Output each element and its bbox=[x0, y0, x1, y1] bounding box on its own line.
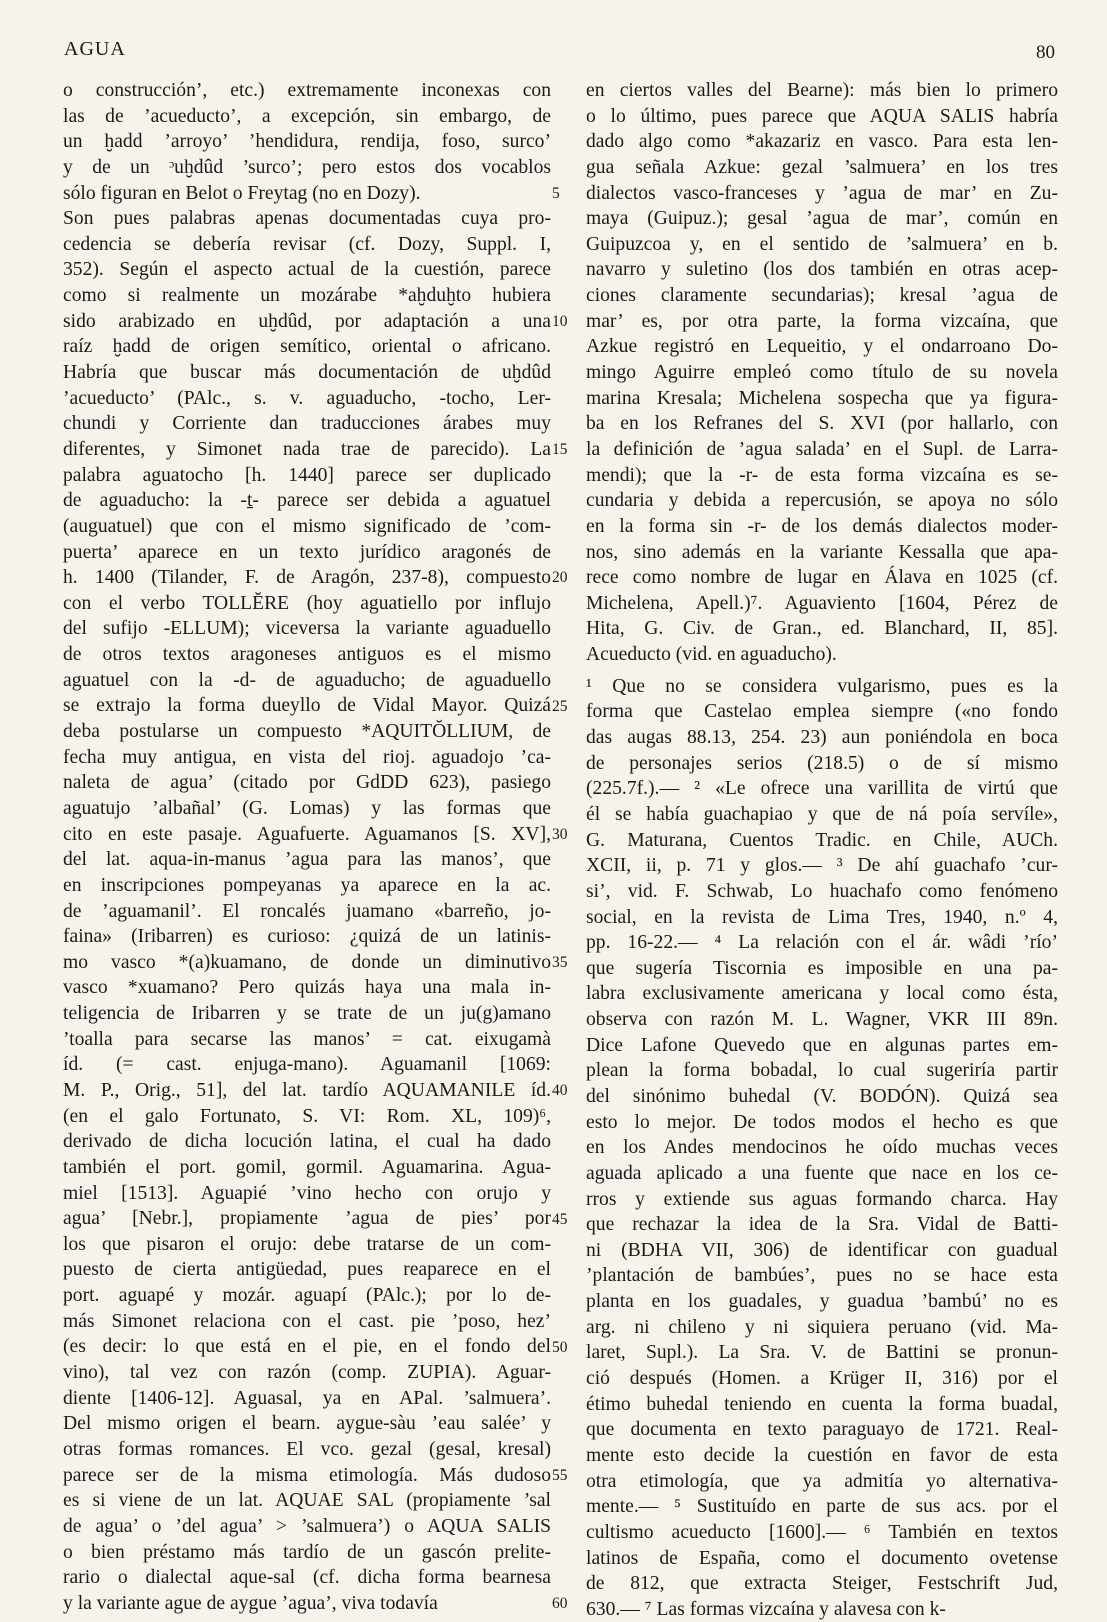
text-line: de agua’ o ’del agua’ > ’salmuera’) o AQUA SALIS bbox=[63, 1515, 551, 1537]
line-number: 5 bbox=[552, 184, 560, 202]
text-line: diente [1406-12]. Aguasal, ya en APal. ’salmuera’. bbox=[63, 1387, 551, 1409]
text-line: en inscripciones pompeyanas ya aparece en la ac. bbox=[63, 874, 551, 896]
line-number: 45 bbox=[552, 1210, 568, 1228]
text-line: (auguatuel) que con el mismo significado de ’com- bbox=[63, 515, 551, 537]
text-line: rario o dialectal aque-sal (cf. dicha forma bearnesa bbox=[63, 1567, 551, 1589]
text-line: de otros textos aragoneses antiguos es el mismo bbox=[63, 644, 551, 666]
text-line: rece como nombre de lugar en Álava en 1025 (cf. bbox=[586, 567, 1058, 589]
text-line: puesto de cierta antigüedad, pues reaparece en el bbox=[63, 1259, 551, 1281]
footnote-line: planta en los guadales, y guadua ’bambú’ no es bbox=[586, 1291, 1058, 1313]
text-line: parece ser de la misma etimología. Más dudoso bbox=[63, 1464, 551, 1486]
text-line: teligencia de Iribarren y se trate de un ju(g)amano bbox=[63, 1003, 551, 1025]
text-line: diferentes, y Simonet nada trae de parecido). La bbox=[63, 438, 551, 460]
footnote-line: G. Maturana, Cuentos Tradic. en Chile, AUCh. bbox=[586, 829, 1058, 851]
footnote-line: que documenta en texto paraguayo de 1721. Real- bbox=[586, 1419, 1058, 1441]
line-number: 25 bbox=[552, 697, 568, 715]
text-line: ciones claramente secundarias); kresal ’agua de bbox=[586, 285, 1058, 307]
footnote-line: cultismo acueducto [1600].— ⁶ También en textos bbox=[586, 1521, 1058, 1543]
footnote-line: plean la forma bobadal, lo cual sugeriría partir bbox=[586, 1060, 1058, 1082]
text-line: raíz ḫadd de origen semítico, oriental o africano. bbox=[63, 336, 551, 358]
footnote-line: laret, Supl.). La Sra. V. de Battini se pronun- bbox=[586, 1342, 1058, 1364]
text-line: ’acueducto’ (PAlc., s. v. aguaducho, -tocho, Ler- bbox=[63, 387, 551, 409]
footnote-line: aguada aplicado a una fuente que nace en los ce- bbox=[586, 1162, 1058, 1184]
footnote-line: él se había guachapiao y que de ná poía servíle», bbox=[586, 803, 1058, 825]
footnote-line: social, en la revista de Lima Tres, 1940, n.º 4, bbox=[586, 906, 1058, 928]
footnote-line: 630.— ⁷ Las formas vizcaína y alavesa con k- bbox=[586, 1598, 946, 1620]
text-line: sido arabizado en uḫdûd, por adaptación a una bbox=[63, 310, 551, 332]
right-column bbox=[586, 78, 1058, 1622]
text-line: o bien préstamo más tardío de un gascón prelite- bbox=[63, 1541, 551, 1563]
footnote-line: étimo buhedal teniendo en cuenta la forma buadal, bbox=[586, 1393, 1058, 1415]
text-line: del lat. aqua-in-manus ’agua para las manos’, que bbox=[63, 849, 551, 871]
line-number: 30 bbox=[552, 825, 568, 843]
text-line: faina» (Iribarren) es curioso: ¿quizá de un latinis- bbox=[63, 926, 551, 948]
text-line: gua señala Azkue: gezal ’salmuera’ en los tres bbox=[586, 156, 1058, 178]
line-number: 60 bbox=[552, 1595, 568, 1613]
footnote-line: (225.7f.).— ² «Le ofrece una varillita de virtú que bbox=[586, 778, 1058, 800]
text-line: más Simonet relaciona con el cast. pie ’poso, hez’ bbox=[63, 1310, 551, 1332]
text-line: como si realmente un mozárabe *aḫduḫto hubiera bbox=[63, 285, 551, 307]
text-line: aguatuel con la -d- de aguaducho; de aguaduello bbox=[63, 669, 551, 691]
text-line: también el port. gomil, gormil. Aguamarina. Agua- bbox=[63, 1156, 551, 1178]
line-number: 15 bbox=[552, 441, 568, 459]
text-line: naleta de agua’ (citado por GdDD 623), pasiego bbox=[63, 772, 551, 794]
text-line: en la forma sin -r- de los demás dialectos moder- bbox=[586, 515, 1058, 537]
text-line: dado algo como *akazariz en vasco. Para esta len- bbox=[586, 131, 1058, 153]
text-line: un ḫadd ’arroyo’ ’hendidura, rendija, foso, surco’ bbox=[63, 131, 551, 153]
line-number: 40 bbox=[552, 1082, 568, 1100]
text-line: Guipuzcoa y, en el sentido de ’salmuera’ en b. bbox=[586, 233, 1058, 255]
text-line: del sufijo -ELLUM); viceversa la variante aguaduello bbox=[63, 618, 551, 640]
footnote-line: observa con razón M. L. Wagner, VKR III 89n. bbox=[586, 1009, 1058, 1031]
line-number: 55 bbox=[552, 1467, 568, 1485]
text-line: deba postularse un compuesto *AQUITŎLLIUM, de bbox=[63, 721, 551, 743]
text-line: mo vasco *(a)kuamano, de donde un diminutivo bbox=[63, 951, 551, 973]
text-line: dialectos vasco-franceses y ’agua de mar’ en Zu- bbox=[586, 182, 1058, 204]
text-line: 352). Según el aspecto actual de la cuestión, parece bbox=[63, 259, 551, 281]
text-line: navarro y suletino (los dos también en otras acep- bbox=[586, 259, 1058, 281]
page-number: 80 bbox=[1036, 42, 1055, 63]
footnote-line: otra etimología, que ya admitía yo alternativa- bbox=[586, 1470, 1058, 1492]
text-line: se extrajo la forma dueyllo de Vidal Mayor. Quizá bbox=[63, 695, 551, 717]
text-line: miel [1513]. Aguapié ’vino hecho con orujo y bbox=[63, 1182, 551, 1204]
text-line: sólo figuran en Belot o Freytag (no en Dozy). bbox=[63, 182, 421, 204]
text-line: marina Kresala; Michelena sospecha que ya figura- bbox=[586, 387, 1058, 409]
footnote-line: del sinónimo buhedal (V. BODÓN). Quizá sea bbox=[586, 1085, 1058, 1107]
footnote-line: pp. 16-22.— ⁴ La relación con el ár. wâdi ’río’ bbox=[586, 932, 1058, 954]
text-line: (en el galo Fortunato, S. VI: Rom. XL, 109)⁶, bbox=[63, 1105, 551, 1127]
footnote-line: forma que Castelao emplea siempre («no fondo bbox=[586, 701, 1058, 723]
footnote-line: de 812, que extracta Steiger, Festschrift Jud, bbox=[586, 1573, 1058, 1595]
text-line: y la variante ague de aygue ’agua’, viva todavía bbox=[63, 1592, 438, 1614]
footnote-line: labra exclusivamente americana y local como ésta, bbox=[586, 983, 1058, 1005]
line-number: 10 bbox=[552, 312, 568, 330]
text-line: en ciertos valles del Bearne): más bien lo primero bbox=[586, 80, 1058, 101]
text-line: Del mismo origen el bearn. aygue-sàu ’eau salée’ y bbox=[63, 1413, 551, 1435]
text-line: mendi); que la -r- de esta forma vizcaína es se- bbox=[586, 464, 1058, 486]
footnote-line: ció después (Homen. a Krüger II, 316) por el bbox=[586, 1368, 1058, 1390]
text-line: M. P., Orig., 51], del lat. tardío AQUAMANILE íd. bbox=[63, 1079, 551, 1101]
footnote-line: de personajes serios (218.5) o de sí mismo bbox=[586, 752, 1058, 774]
text-line: ’toalla para secarse las manos’ = cat. eixugamà bbox=[63, 1028, 551, 1050]
footnote-line: ni (BDHA VII, 306) de identificar con guadual bbox=[586, 1239, 1058, 1261]
text-line: (es decir: lo que está en el pie, en el fondo del bbox=[63, 1336, 551, 1358]
text-line: Habría que buscar más documentación de uḫdûd bbox=[63, 362, 551, 384]
line-number: 50 bbox=[552, 1338, 568, 1356]
text-line: cundaria y debida a repercusión, se apoya no sólo bbox=[586, 490, 1058, 512]
text-line: de aguaducho: la -ṯ- parece ser debida a aguatuel bbox=[63, 490, 551, 512]
footnote-line: Dice Lafone Quevedo que en algunas partes em- bbox=[586, 1034, 1058, 1056]
text-line: palabra aguatocho [h. 1440] parece ser duplicado bbox=[63, 464, 551, 486]
text-line: puerta’ aparece en un texto jurídico aragonés de bbox=[63, 541, 551, 563]
text-line: h. 1400 (Tilander, F. de Aragón, 237-8), compuesto bbox=[63, 567, 551, 589]
line-number: 35 bbox=[552, 954, 568, 972]
text-line: otras formas romances. El vco. gezal (gesal, kresal) bbox=[63, 1438, 551, 1460]
left-column bbox=[63, 78, 551, 1616]
footnote-line: mente esto decide la cuestión en favor de esta bbox=[586, 1444, 1058, 1466]
line-number: 20 bbox=[552, 569, 568, 587]
text-line: vasco *xuamano? Pero quizás haya una mala in- bbox=[63, 977, 551, 999]
footnote-line: ¹ Que no se considera vulgarismo, pues es la bbox=[586, 675, 1058, 697]
text-line: agua’ [Nebr.], propiamente ’agua de pies’ por bbox=[63, 1208, 551, 1230]
footnote-line: arg. ni chileno y ni siquiera peruano (vid. Ma- bbox=[586, 1316, 1058, 1338]
text-line: los que pisaron el orujo: debe tratarse de un com- bbox=[63, 1233, 551, 1255]
text-line: Hita, G. Civ. de Gran., ed. Blanchard, II, 85]. bbox=[586, 618, 1058, 640]
text-line: con el verbo TOLLĔRE (hoy aguatiello por influjo bbox=[63, 592, 551, 614]
footnote-line: esto lo mejor. De todos modos el hecho es que bbox=[586, 1111, 1058, 1133]
text-line: ba en los Refranes del S. XVI (por hallarlo, con bbox=[586, 413, 1058, 435]
text-line: la definición de ’agua salada’ en el Supl. de Larra- bbox=[586, 438, 1058, 460]
text-line: aguatujo ’albañal’ (G. Lomas) y las formas que bbox=[63, 797, 551, 819]
footnote-line: en los Andes mendocinos he oído muchas veces bbox=[586, 1137, 1058, 1159]
text-line: nos, sino además en la variante Kessalla que apa- bbox=[586, 541, 1058, 563]
running-head: AGUA bbox=[64, 38, 126, 60]
text-line: las de ’acueducto’, a excepción, sin embargo, de bbox=[63, 105, 551, 127]
footnote-line: mente.— ⁵ Sustituído en parte de sus acs. por el bbox=[586, 1496, 1058, 1518]
text-line: fecha muy antigua, en vista del rioj. aguadojo ’ca- bbox=[63, 746, 551, 768]
text-line: derivado de dicha locución latina, el cual ha dado bbox=[63, 1131, 551, 1153]
footnote-line: XCII, ii, p. 71 y glos.— ³ De ahí guachafo ’cur- bbox=[586, 855, 1058, 877]
text-line: Acueducto (vid. en aguaducho). bbox=[586, 644, 837, 666]
text-line: Azkue registró en Lequeitio, y el ondarroano Do- bbox=[586, 336, 1058, 358]
text-line: port. aguapé y mozár. aguapí (PAlc.); por lo de- bbox=[63, 1285, 551, 1307]
text-line: cito en este pasaje. Aguafuerte. Aguamanos [S. XV], bbox=[63, 823, 551, 845]
text-line: maya (Guipuz.); gesal ’agua de mar’, común en bbox=[586, 208, 1058, 230]
footnote-line: si’, vid. F. Schwab, Lo huachafo como fenómeno bbox=[586, 880, 1058, 902]
footnote-line: que rechazar la idea de la Sra. Vidal de Batti- bbox=[586, 1214, 1058, 1236]
text-line: mar’ es, por otra parte, la forma vizcaína, que bbox=[586, 310, 1058, 332]
text-line: mingo Aguirre empleó como título de su novela bbox=[586, 362, 1058, 384]
footnote-line: ’plantación de bambúes’, pues no se hace esta bbox=[586, 1265, 1058, 1287]
text-line: Son pues palabras apenas documentadas cuya pro- bbox=[63, 208, 551, 230]
footnote-line: latinos de España, como el documento ovetense bbox=[586, 1547, 1058, 1569]
footnote-line: que sugería Tiscornia es imposible en una pa- bbox=[586, 957, 1058, 979]
text-line: o lo último, pues parece que AQUA SALIS habría bbox=[586, 105, 1058, 127]
text-line: de ’aguamanil’. El roncalés juamano «barreño, jo- bbox=[63, 900, 551, 922]
text-line: es si viene de un lat. AQUAE SAL (propiamente ’sal bbox=[63, 1490, 551, 1512]
text-line: o construcción’, etc.) extremamente inconexas con bbox=[63, 80, 551, 101]
text-line: cedencia se debería revisar (cf. Dozy, Suppl. I, bbox=[63, 233, 551, 255]
text-line: íd. (= cast. enjuga-mano). Aguamanil [1069: bbox=[63, 1054, 551, 1076]
text-line: vino), tal vez con razón (comp. ZUPIA). Aguar- bbox=[63, 1362, 551, 1384]
footnote-line: rros y extiende sus aguas formando charca. Hay bbox=[586, 1188, 1058, 1210]
footnote-line: das augas 88.13, 254. 23) aun poniéndola en boca bbox=[586, 727, 1058, 749]
text-line: Michelena, Apell.)⁷. Aguaviento [1604, Pérez de bbox=[586, 592, 1058, 614]
text-line: y de un ᵓuḫdûd ’surco’; pero estos dos vocablos bbox=[63, 156, 551, 178]
text-line: chundi y Corriente dan traducciones árabes muy bbox=[63, 413, 551, 435]
